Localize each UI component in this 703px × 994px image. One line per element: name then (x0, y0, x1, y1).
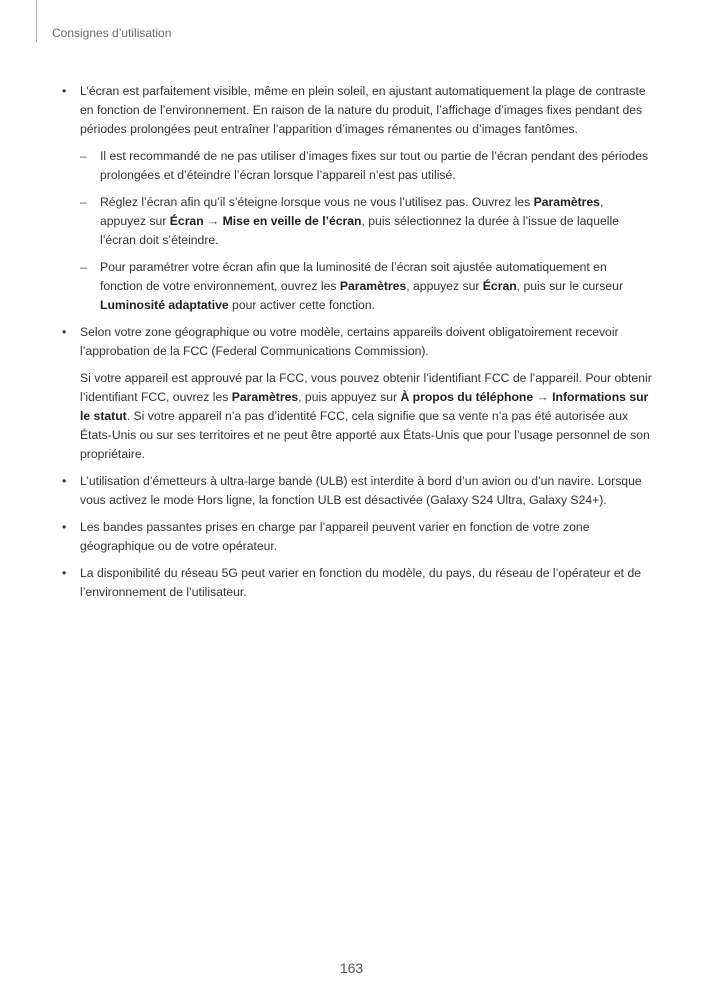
text-run: Réglez l’écran afin qu’il s’éteigne lorsque vous ne vous l’utilisez pas. Ouvrez les (100, 195, 534, 209)
status-info-menu-path: Informations sur le statut (80, 390, 649, 423)
settings-menu-path: Paramètres (339, 279, 407, 293)
arrow-separator: → (533, 390, 553, 404)
fcc-id-paragraph (80, 369, 652, 464)
text-run: Si votre appareil est approuvé par la FCC, vous pouvez obtenir l’identifiant FCC de l’appareil. Pour obtenir l’identifiant FCC, ouvrez les (80, 371, 652, 404)
bullet-bandwidths (62, 518, 652, 556)
bullet-uwb (62, 472, 652, 510)
sub-item-screen-timeout (80, 193, 652, 250)
text-run: , puis sur le curseur (516, 279, 624, 293)
header-rule (36, 0, 37, 42)
text-run: Pour paramétrer votre écran afin que la luminosité de l’écran soit ajustée automatiquement en fonction de votre environnement, ouvrez les (100, 260, 607, 293)
page-content (62, 82, 652, 610)
display-menu-path: Écran (482, 279, 517, 293)
bullet-display-visibility (62, 82, 652, 315)
bullet-text: Les bandes passantes prises en charge par l’appareil peuvent varier en fonction de votre zone géographique ou de votre opérateur. (80, 520, 590, 553)
text-run: . Si votre appareil n’a pas d’identité FCC, cela signifie que sa vente n’a pas été autorisée aux États-Unis ou sur ses territoires et ne peut être apporté aux États-Unis que pour l’usage personnel de son propriétaire. (80, 409, 650, 461)
bullet-text: L’utilisation d’émetteurs à ultra-large bande (ULB) est interdite à bord d’un avion ou d’un navire. Lorsque vous activez le mode Hors ligne, la fonction ULB est désactivée (Galaxy S24 Ultra, Galaxy S24+). (80, 474, 642, 507)
page-number: 163 (339, 960, 364, 976)
bullet-text: Selon votre zone géographique ou votre modèle, certains appareils doivent obligatoirement recevoir l’approbation de la FCC (Federal Communications Commission). (80, 325, 619, 358)
settings-menu-path: Paramètres (533, 195, 600, 209)
bullet-text: La disponibilité du réseau 5G peut varier en fonction du modèle, du pays, du réseau de l’opérateur et de l’environnement de l’utilisateur. (80, 566, 641, 599)
section-title: Consignes d’utilisation (52, 26, 172, 40)
sub-item-text: Il est recommandé de ne pas utiliser d’images fixes sur tout ou partie de l’écran pendant des périodes prolongées et d’éteindre l’écran lorsque l’appareil n’est pas utilisé. (100, 149, 649, 182)
about-phone-menu-path: À propos du téléphone (400, 390, 534, 404)
display-menu-path: Écran (169, 214, 204, 228)
bullet-fcc-approval (62, 323, 652, 464)
text-run: , appuyez sur (406, 279, 483, 293)
screen-timeout-menu-path: Mise en veille de l’écran (222, 214, 362, 228)
bullet-5g-availability (62, 564, 652, 602)
sub-item-adaptive-brightness (80, 258, 652, 315)
text-run: , appuyez sur (100, 195, 604, 228)
settings-menu-path: Paramètres (231, 390, 299, 404)
arrow-separator: → (203, 214, 223, 228)
text-run: pour activer cette fonction. (228, 298, 375, 312)
adaptive-brightness-menu-path: Luminosité adaptative (100, 298, 229, 312)
text-run: , puis sélectionnez la durée à l’issue de laquelle l’écran doit s’éteindre. (100, 214, 619, 247)
text-run: , puis appuyez sur (298, 390, 401, 404)
sub-item-still-images (80, 147, 652, 185)
bullet-text: L’écran est parfaitement visible, même en plein soleil, en ajustant automatiquement la plage de contraste en fonction de l’environnement. En raison de la nature du produit, l’affichage d’images fixes pendant des périodes prolongées peut entraîner l’apparition d’images rémanentes ou d’images fantômes. (80, 84, 646, 136)
